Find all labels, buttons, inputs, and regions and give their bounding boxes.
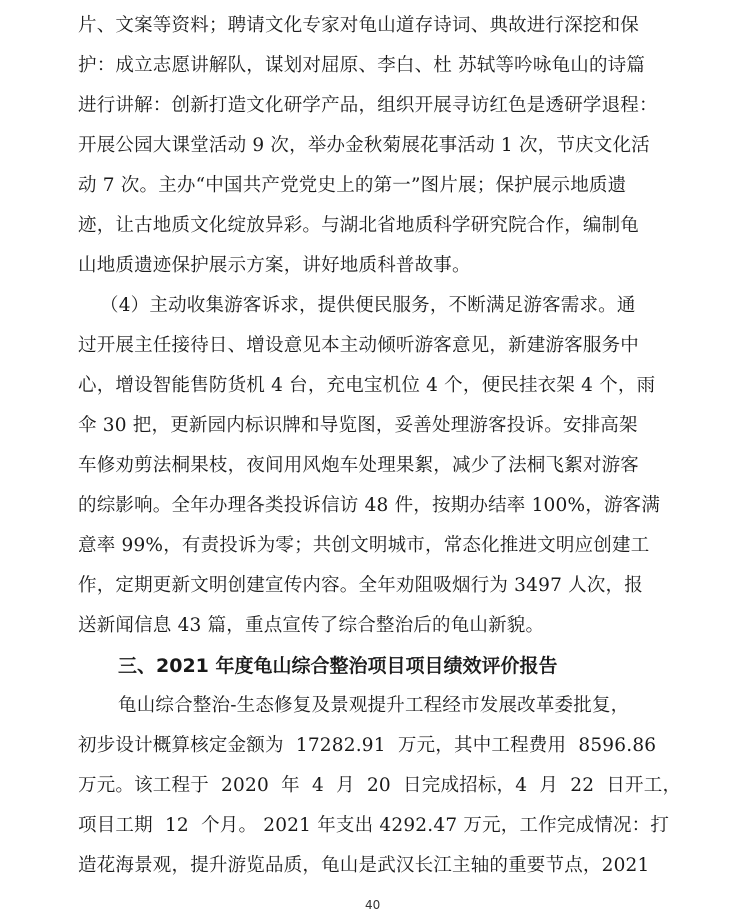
page-number: 40	[365, 898, 381, 912]
paragraph-line: 送新闻信息 43 篇，重点宣传了综合整治后的龟山新貌。	[78, 615, 545, 636]
paragraph-line: 造花海景观，提升游览品质，龟山是武汉长江主轴的重要节点，2021	[78, 855, 650, 876]
paragraph-line: 伞 30 把，更新园内标识牌和导览图，妥善处理游客投诉。安排高架	[78, 415, 638, 436]
paragraph-line: 万元。该工程于 2020 年 4 月 20 日完成招标，4 月 22 日开工，	[78, 775, 682, 796]
paragraph-line: 动 7 次。主办“中国共产党党史上的第一”图片展；保护展示地质遗	[78, 175, 627, 196]
paragraph-line: （4）主动收集游客诉求，提供便民服务，不断满足游客需求。通	[100, 295, 636, 316]
paragraph-line: 片、文案等资料；聘请文化专家对龟山道存诗词、典故进行深挖和保	[78, 15, 640, 36]
paragraph-line: 山地质遗迹保护展示方案，讲好地质科普故事。	[78, 255, 471, 276]
paragraph-line: 迹，让古地质文化绽放异彩。与湖北省地质科学研究院合作，编制龟	[78, 215, 640, 236]
paragraph-line: 车修劝剪法桐果枝，夜间用风炮车处理果絮，减少了法桐飞絮对游客	[78, 455, 640, 476]
paragraph-line: 的综影响。全年办理各类投诉信访 48 件，按期办结率 100%，游客满	[78, 495, 661, 516]
section-heading: 三、2021 年度龟山综合整治项目项目绩效评价报告	[118, 655, 558, 677]
paragraph-line: 护：成立志愿讲解队，谋划对屈原、李白、杜 苏轼等吟咏龟山的诗篇	[78, 55, 646, 76]
paragraph-line: 进行讲解：创新打造文化研学产品，组织开展寻访红色是透研学退程：	[78, 95, 658, 116]
paragraph-line: 开展公园大课堂活动 9 次，举办金秋菊展花事活动 1 次，节庆文化活	[78, 135, 650, 156]
paragraph-line: 初步设计概算核定金额为 17282.91 万元，其中工程费用 8596.86	[78, 735, 657, 756]
paragraph-line: 过开展主任接待日、增设意见本主动倾听游客意见，新建游客服务中	[78, 335, 640, 356]
paragraph-line: 作，定期更新文明创建宣传内容。全年劝阻吸烟行为 3497 人次，报	[78, 575, 643, 596]
paragraph-line: 心，增设智能售防货机 4 台，充电宝机位 4 个，便民挂衣架 4 个，雨	[78, 375, 656, 396]
paragraph-line: 意率 99%，有责投诉为零；共创文明城市，常态化推进文明应创建工	[78, 535, 650, 556]
paragraph-line: 项目工期 12 个月。 2021 年支出 4292.47 万元，工作完成情况：打	[78, 815, 670, 836]
paragraph-line: 龟山综合整治-生态修复及景观提升工程经市发展改革委批复，	[118, 695, 630, 716]
